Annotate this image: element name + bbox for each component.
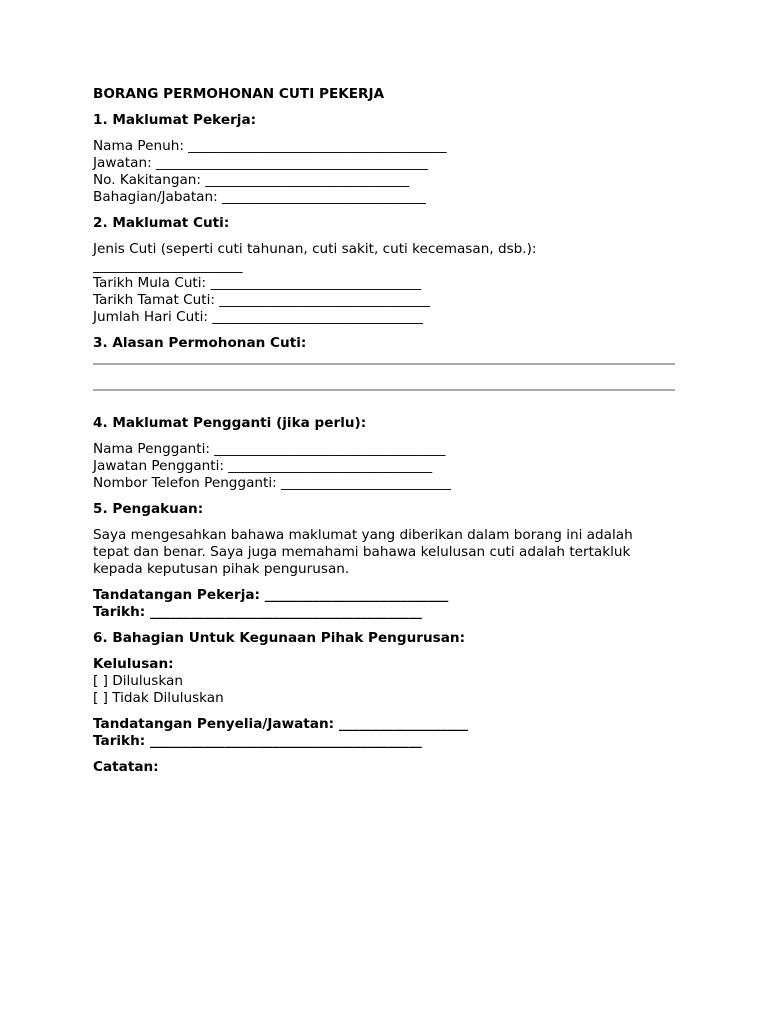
section-4-heading: 4. Maklumat Pengganti (jika perlu): xyxy=(93,415,367,431)
full-name-field: Nama Penuh: ______________________________________ xyxy=(93,138,447,154)
section-1-heading: 1. Maklumat Pekerja: xyxy=(93,112,257,128)
section-3-heading: 3. Alasan Permohonan Cuti: xyxy=(93,335,307,351)
position-field: Jawatan: ________________________________________ xyxy=(93,155,428,171)
employee-signature-field: Tandatangan Pekerja: ___________________________ xyxy=(93,587,449,603)
reason-line-1 xyxy=(93,363,675,365)
leave-type-label: Jenis Cuti (seperti cuti tahunan, cuti sakit, cuti kecemasan, dsb.): xyxy=(93,241,537,257)
leave-end-field: Tarikh Tamat Cuti: _______________________________ xyxy=(93,292,430,308)
declaration-line: kepada keputusan pihak pengurusan. xyxy=(93,561,350,577)
supervisor-sign-block xyxy=(93,716,683,750)
declaration-paragraph xyxy=(93,527,683,578)
declaration-line: tepat dan benar. Saya juga memahami bahawa kelulusan cuti adalah tertakluk xyxy=(93,544,631,560)
approval-block xyxy=(93,656,683,707)
reason-line-2 xyxy=(93,389,675,391)
employee-date-field: Tarikh: ________________________________________ xyxy=(93,604,422,620)
section-2-heading: 2. Maklumat Cuti: xyxy=(93,215,230,231)
declaration-line: Saya mengesahkan bahawa maklumat yang diberikan dalam borang ini adalah xyxy=(93,527,633,543)
form-content xyxy=(93,86,683,776)
department-field: Bahagian/Jabatan: ______________________________ xyxy=(93,189,426,205)
not-approved-checkbox: [ ] Tidak Diluluskan xyxy=(93,690,224,706)
section-1-fields xyxy=(93,138,683,206)
leave-type-blank: ______________________ xyxy=(93,258,243,274)
leave-days-field: Jumlah Hari Cuti: _______________________________ xyxy=(93,309,423,325)
form-title: BORANG PERMOHONAN CUTI PEKERJA xyxy=(93,86,385,102)
section-5-heading: 5. Pengakuan: xyxy=(93,501,204,517)
approval-label: Kelulusan: xyxy=(93,656,174,672)
supervisor-signature-field: Tandatangan Penyelia/Jawatan: ___________________ xyxy=(93,716,468,732)
approved-checkbox: [ ] Diluluskan xyxy=(93,673,183,689)
section-2-fields xyxy=(93,241,683,326)
replacement-phone-field: Nombor Telefon Pengganti: _________________________ xyxy=(93,475,451,491)
section-4-fields xyxy=(93,441,683,492)
notes-label: Catatan: xyxy=(93,759,159,775)
replacement-position-field: Jawatan Pengganti: ______________________________ xyxy=(93,458,433,474)
staff-number-field: No. Kakitangan: ______________________________ xyxy=(93,172,410,188)
section-6-heading: 6. Bahagian Untuk Kegunaan Pihak Pengurusan: xyxy=(93,630,466,646)
employee-sign-block xyxy=(93,587,683,621)
replacement-name-field: Nama Pengganti: __________________________________ xyxy=(93,441,446,457)
leave-start-field: Tarikh Mula Cuti: _______________________________ xyxy=(93,275,422,291)
supervisor-date-field: Tarikh: ________________________________________ xyxy=(93,733,422,749)
